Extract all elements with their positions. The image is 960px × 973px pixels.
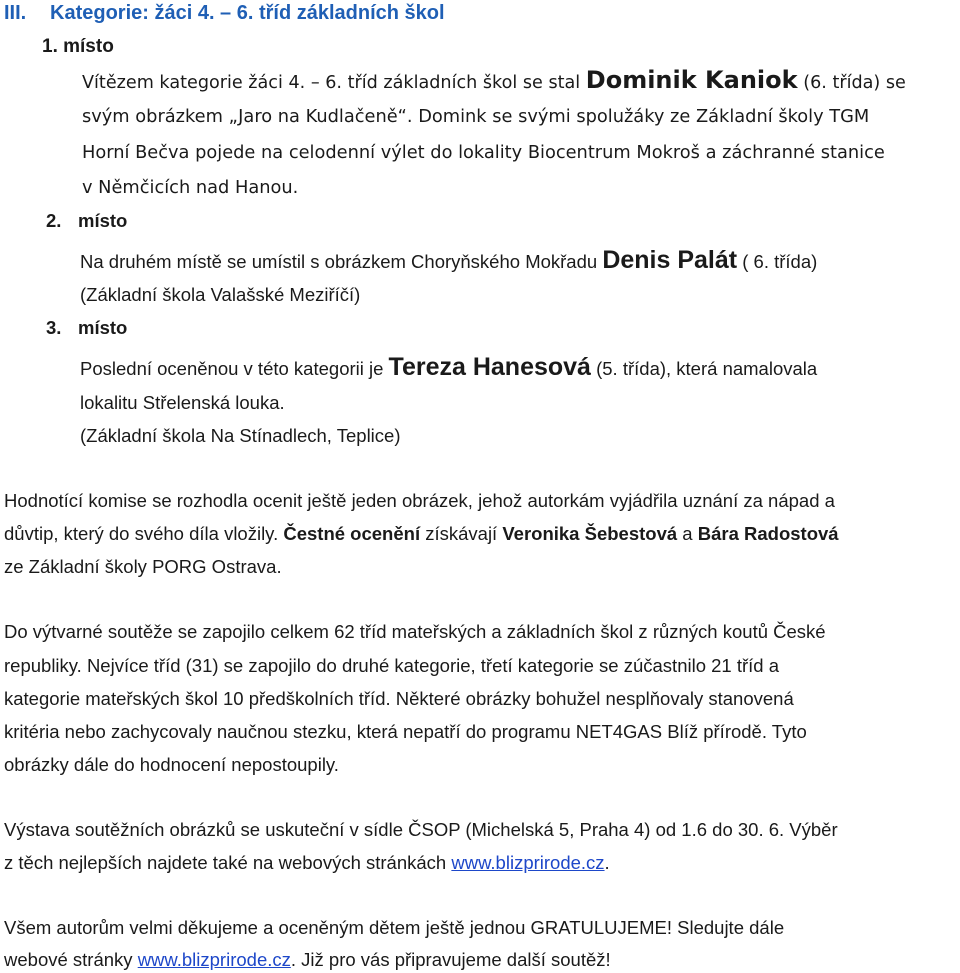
commission-line-2 (4, 523, 839, 545)
summary-line-4: kritéria nebo zachycovaly naučnou stezku, která nepatří do programu NET4GAS Blíž přírodě. Tyto (4, 721, 807, 742)
commission-line-1: Hodnotící komise se rozhodla ocenit ještě jeden obrázek, jehož autorkám vyjádřila uznání za nápad a (4, 490, 835, 511)
summary-line-3: kategorie mateřských škol 10 předškolních tříd. Některé obrázky bohužel nesplňovaly stanovená (4, 688, 794, 709)
place-2-line-2: (Základní škola Valašské Meziříčí) (80, 284, 361, 305)
place-2-line-1 (80, 246, 817, 275)
exhibition-line-2 (4, 852, 610, 874)
place-1-label: 1. místo (42, 36, 114, 57)
place-2-number: 2. (46, 210, 62, 231)
place-1-line-1 (82, 66, 906, 94)
exhibition-text-post: . (604, 852, 610, 873)
section-title: Kategorie: žáci 4. – 6. tříd základních škol (50, 2, 445, 24)
summary-line-2: republiky. Nejvíce tříd (31) se zapojilo do druhé kategorie, třetí kategorie se zúčastnilo 21 tříd a (4, 655, 780, 676)
thanks-line-2 (4, 949, 611, 971)
place-1-line-3: Horní Bečva pojede na celodenní výlet do lokality Biocentrum Mokroš a záchranné stanice (82, 142, 885, 163)
place-1-line-4: v Němčicích nad Hanou. (82, 177, 299, 198)
place-3-line-2: lokalitu Střelenská louka. (80, 392, 285, 413)
commission-text-mid: získávají (420, 523, 503, 544)
honoree-name-2: Bára Radostová (697, 523, 839, 544)
place-3-number: 3. (46, 317, 62, 338)
place-3-line-1 (80, 353, 817, 382)
place-3-label: místo (78, 317, 128, 338)
exhibition-line-1: Výstava soutěžních obrázků se uskuteční v sídle ČSOP (Michelská 5, Praha 4) od 1.6 do 30. 6. Výběr (4, 819, 838, 840)
thanks-text-pre: webové stránky (4, 949, 138, 970)
honoree-name-1: Veronika Šebestová (502, 523, 678, 544)
summary-line-5: obrázky dále do hodnocení nepostoupily. (4, 754, 339, 775)
place-1-winner-name: Dominik Kaniok (585, 66, 798, 94)
place-1-text-pre: Vítězem kategorie žáci 4. – 6. tříd základních škol se stal (82, 73, 586, 93)
place-3-text-pre: Poslední oceněnou v této kategorii je (80, 358, 389, 379)
place-1-line-2: svým obrázkem „Jaro na Kudlačeně“. Domink se svými spolužáky ze Základní školy TGM (82, 106, 870, 127)
commission-text-and: a (677, 523, 698, 544)
section-number: III. (4, 2, 27, 24)
place-3-text-post: (5. třída), která namalovala (590, 358, 818, 379)
place-2-text-pre: Na druhém místě se umístil s obrázkem Choryňského Mokřadu (80, 251, 603, 272)
exhibition-website-link[interactable]: www.blizprirode.cz (451, 852, 605, 873)
place-3-line-3: (Základní škola Na Stínadlech, Teplice) (80, 425, 401, 446)
thanks-line-1: Všem autorům velmi děkujeme a oceněným dětem ještě jednou GRATULUJEME! Sledujte dále (4, 917, 785, 938)
commission-line-3: ze Základní školy PORG Ostrava. (4, 556, 282, 577)
place-1-text-post: (6. třída) se (797, 73, 906, 93)
place-3-winner-name: Tereza Hanesová (388, 353, 591, 381)
summary-line-1: Do výtvarné soutěže se zapojilo celkem 62 tříd mateřských a základních škol z různých koutů České (4, 621, 826, 642)
place-2-text-post: ( 6. třída) (737, 251, 818, 272)
honorable-mention-label: Čestné ocenění (283, 523, 421, 544)
place-2-winner-name: Denis Palát (602, 246, 738, 274)
exhibition-text-pre: z těch nejlepších najdete také na webových stránkách (4, 852, 452, 873)
place-2-label: místo (78, 210, 128, 231)
thanks-text-post: . Již pro vás připravujeme další soutěž! (290, 949, 611, 970)
thanks-website-link[interactable]: www.blizprirode.cz (137, 949, 291, 970)
commission-text-pre: důvtip, který do svého díla vložily. (4, 523, 284, 544)
